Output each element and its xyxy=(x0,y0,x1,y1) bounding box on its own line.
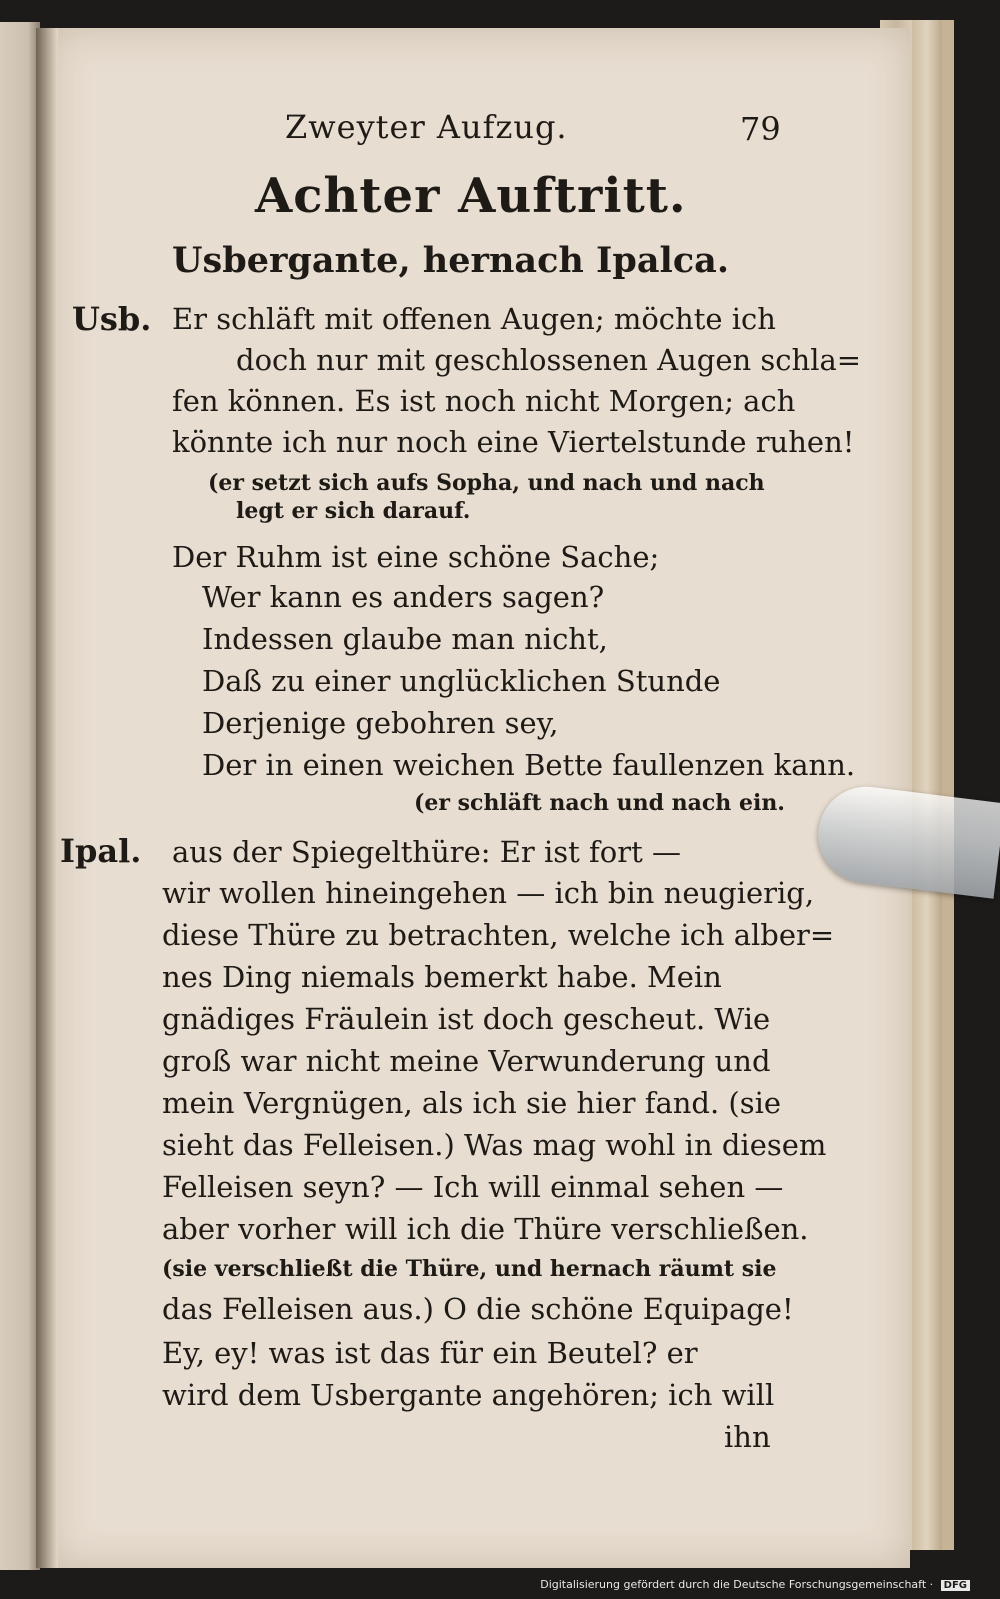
text-line: diese Thüre zu betrachten, welche ich alber= xyxy=(162,918,835,952)
scene-cast: Usbergante, hernach Ipalca. xyxy=(172,240,730,281)
text-line: nes Ding niemals bemerkt habe. Mein xyxy=(162,960,722,994)
left-page-edge xyxy=(0,22,40,1570)
running-head: Zweyter Aufzug. xyxy=(285,108,568,146)
verse-line: Daß zu einer unglücklichen Stunde xyxy=(202,664,721,698)
page-number: 79 xyxy=(740,110,781,148)
page-stack-edge xyxy=(912,20,942,1550)
text-line: groß war nicht meine Verwunderung und xyxy=(162,1044,771,1078)
text-line: wird dem Usbergante angehören; ich will xyxy=(162,1378,775,1412)
text-line: doch nur mit geschlossenen Augen schla= xyxy=(236,343,862,377)
speaker-label: Ipal. xyxy=(60,832,142,870)
text-line: gnädiges Fräulein ist doch gescheut. Wie xyxy=(162,1002,771,1036)
text-line: Ey, ey! was ist das für ein Beutel? er xyxy=(162,1336,698,1370)
credit-text: Digitalisierung gefördert durch die Deutsche Forschungsgemeinschaft · xyxy=(540,1578,934,1591)
text-line: sieht das Felleisen.) Was mag wohl in diesem xyxy=(162,1128,827,1162)
stage-direction: (er schläft nach und nach ein. xyxy=(414,790,785,816)
text-line: aber vorher will ich die Thüre verschließen. xyxy=(162,1212,809,1246)
dfg-logo: DFG xyxy=(941,1580,970,1591)
verse-line: Der Ruhm ist eine schöne Sache; xyxy=(172,540,660,574)
stage-direction: legt er sich darauf. xyxy=(236,498,471,524)
text-line: Er schläft mit offenen Augen; möchte ich xyxy=(172,302,776,336)
catchword: ihn xyxy=(724,1420,771,1454)
verse-line: Der in einen weichen Bette faullenzen kann. xyxy=(202,748,856,782)
speaker-label: Usb. xyxy=(72,300,152,338)
verse-line: Indessen glaube man nicht, xyxy=(202,622,608,656)
digitization-credit xyxy=(540,1578,970,1591)
stage-direction: (er setzt sich aufs Sopha, und nach und nach xyxy=(208,470,765,496)
book-gutter xyxy=(36,28,58,1568)
text-line: aus der Spiegelthüre: Er ist fort — xyxy=(172,835,681,869)
text-line: Felleisen seyn? — Ich will einmal sehen — xyxy=(162,1170,784,1204)
verse-line: Wer kann es anders sagen? xyxy=(202,580,605,614)
verse-line: Derjenige gebohren sey, xyxy=(202,706,559,740)
text-line: das Felleisen aus.) O die schöne Equipage! xyxy=(162,1292,794,1326)
scene-title: Achter Auftritt. xyxy=(255,168,687,224)
page-stack-edge xyxy=(942,20,954,1550)
text-line: wir wollen hineingehen — ich bin neugierig, xyxy=(162,876,815,910)
stage-direction: (sie verschließt die Thüre, und hernach räumt sie xyxy=(162,1256,777,1282)
text-line: fen können. Es ist noch nicht Morgen; ach xyxy=(172,384,796,418)
text-line: könnte ich nur noch eine Viertelstunde ruhen! xyxy=(172,425,855,459)
text-line: mein Vergnügen, als ich sie hier fand. (sie xyxy=(162,1086,782,1120)
